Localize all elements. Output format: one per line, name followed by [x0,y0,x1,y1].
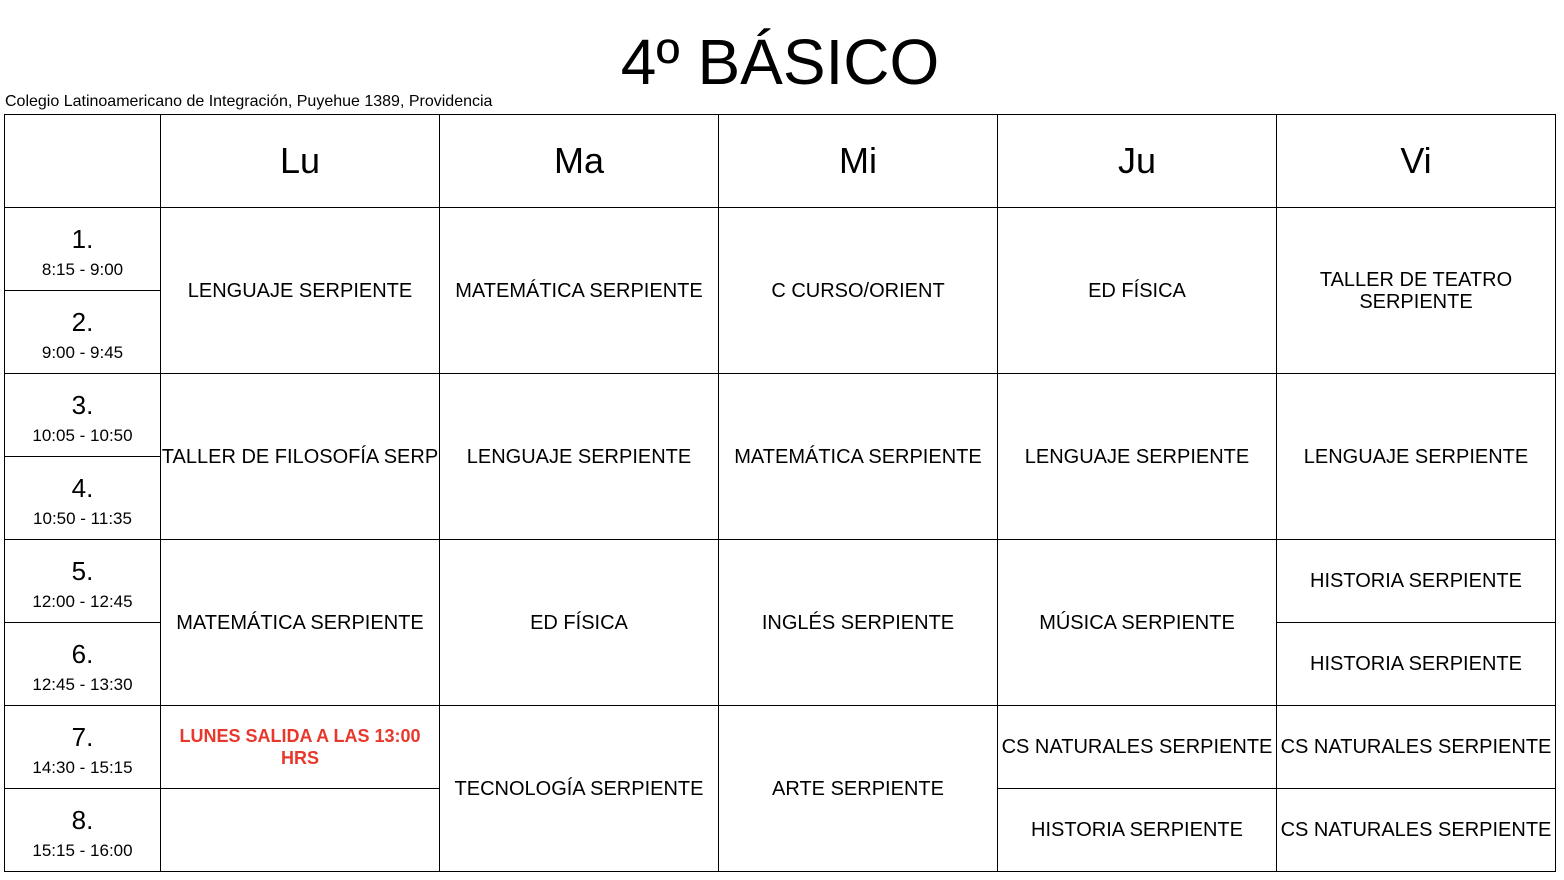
period-row-7 [5,706,1556,789]
subject-cell-mi-3: MATEMÁTICA SERPIENTE [719,374,998,540]
day-header-vi: Vi [1277,115,1556,208]
page-title: 4º BÁSICO [620,26,940,98]
subject-cell-ju-7: CS NATURALES SERPIENTE [998,706,1277,789]
day-header-lu: Lu [161,115,440,208]
period-row-5 [5,540,1556,623]
school-address: Colegio Latinoamericano de Integración, Puyehue 1389, Providencia [5,93,493,110]
subject-cell-ju-3: LENGUAJE SERPIENTE [998,374,1277,540]
subject-cell-lu-1: LENGUAJE SERPIENTE [161,208,440,374]
period-cell-7 [5,706,161,789]
corner-cell [5,115,161,208]
subject-cell-lu-8 [161,789,440,872]
period-cell-3 [5,374,161,457]
period-cell-4 [5,457,161,540]
subject-cell-vi-6: HISTORIA SERPIENTE [1277,623,1556,706]
period-time: 10:05 - 10:50 [32,426,133,445]
subject-cell-ju-5: MÚSICA SERPIENTE [998,540,1277,706]
period-row-1 [5,208,1556,291]
period-row-3 [5,374,1556,457]
period-number: 1. [71,224,94,254]
period-cell-8 [5,789,161,872]
period-number: 6. [71,639,94,669]
subject-cell-vi-7: CS NATURALES SERPIENTE [1277,706,1556,789]
period-cell-2 [5,291,161,374]
subject-cell-lu-3: TALLER DE FILOSOFÍA SERP [161,374,440,540]
subject-cell-mi-7: ARTE SERPIENTE [719,706,998,872]
period-time: 12:00 - 12:45 [32,592,133,611]
schedule-table [4,114,1556,872]
day-header-ma: Ma [440,115,719,208]
header-row [5,115,1556,208]
period-time: 9:00 - 9:45 [41,343,124,362]
period-cell-5 [5,540,161,623]
period-time: 15:15 - 16:00 [32,841,133,860]
early-dismissal-notice: LUNES SALIDA A LAS 13:00 HRS [161,706,440,789]
period-time: 10:50 - 11:35 [33,509,132,528]
period-time: 8:15 - 9:00 [41,260,124,279]
subject-cell-mi-5: INGLÉS SERPIENTE [719,540,998,706]
period-number: 7. [71,722,94,752]
period-number: 2. [71,307,94,337]
period-number: 5. [71,556,94,586]
period-number: 8. [71,805,94,835]
subject-cell-ma-7: TECNOLOGÍA SERPIENTE [440,706,719,872]
subject-cell-vi-8: CS NATURALES SERPIENTE [1277,789,1556,872]
subject-cell-ju-1: ED FÍSICA [998,208,1277,374]
period-number: 4. [71,473,94,503]
period-cell-1 [5,208,161,291]
day-header-mi: Mi [719,115,998,208]
subject-cell-ma-5: ED FÍSICA [440,540,719,706]
subject-cell-ma-3: LENGUAJE SERPIENTE [440,374,719,540]
subject-cell-vi-1: TALLER DE TEATRO SERPIENTE [1277,208,1556,374]
subject-cell-vi-3: LENGUAJE SERPIENTE [1277,374,1556,540]
period-time: 12:45 - 13:30 [32,675,133,694]
period-number: 3. [71,390,94,420]
subject-cell-lu-5: MATEMÁTICA SERPIENTE [161,540,440,706]
period-cell-6 [5,623,161,706]
subject-cell-vi-5: HISTORIA SERPIENTE [1277,540,1556,623]
subject-cell-ju-8: HISTORIA SERPIENTE [998,789,1277,872]
subject-cell-ma-1: MATEMÁTICA SERPIENTE [440,208,719,374]
day-header-ju: Ju [998,115,1277,208]
period-time: 14:30 - 15:15 [32,758,133,777]
subject-cell-mi-1: C CURSO/ORIENT [719,208,998,374]
